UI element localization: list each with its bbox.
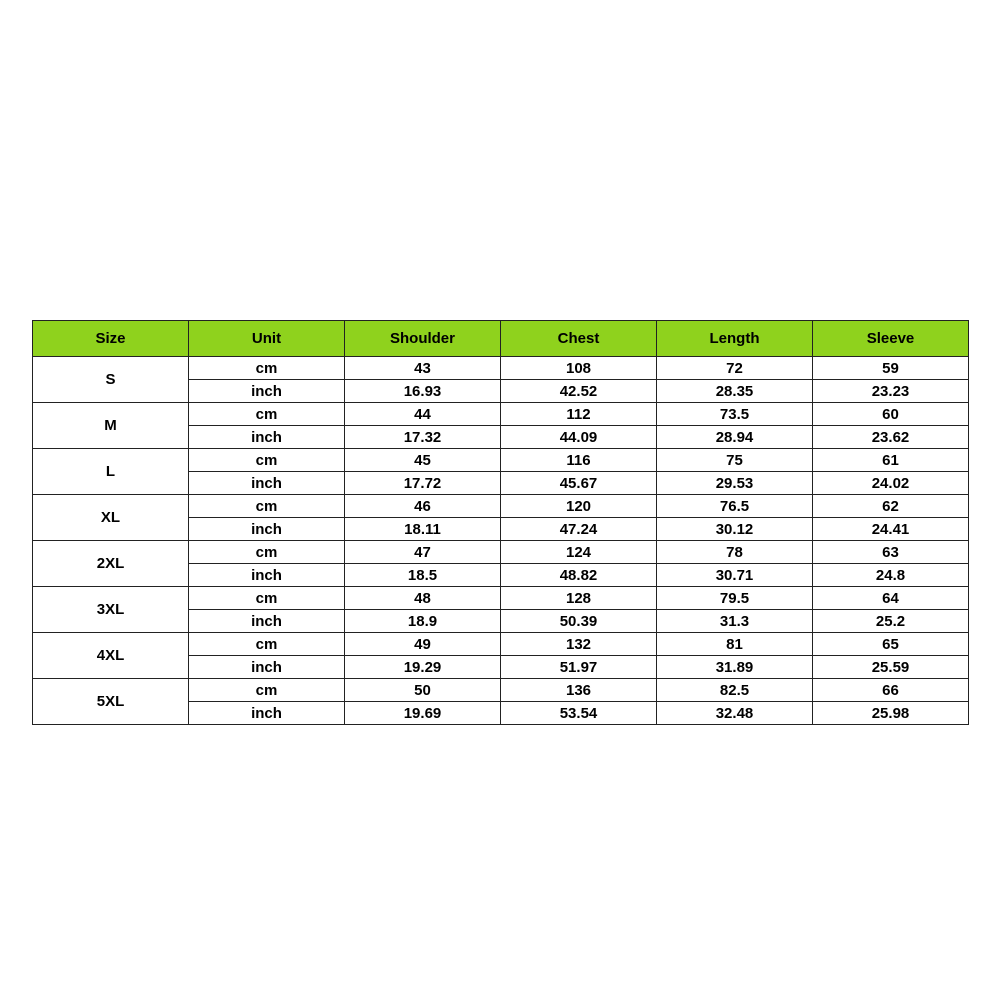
sleeve-value: 64 <box>813 587 969 610</box>
table-row <box>33 679 969 702</box>
sleeve-value: 65 <box>813 633 969 656</box>
chest-value: 51.97 <box>501 656 657 679</box>
column-header-sleeve: Sleeve <box>813 321 969 357</box>
sleeve-value: 24.02 <box>813 472 969 495</box>
unit-label: inch <box>189 564 345 587</box>
unit-label: inch <box>189 380 345 403</box>
size-label: 2XL <box>33 541 189 587</box>
sleeve-value: 66 <box>813 679 969 702</box>
size-label: M <box>33 403 189 449</box>
length-value: 28.35 <box>657 380 813 403</box>
chest-value: 120 <box>501 495 657 518</box>
shoulder-value: 46 <box>345 495 501 518</box>
shoulder-value: 19.69 <box>345 702 501 725</box>
sleeve-value: 60 <box>813 403 969 426</box>
chest-value: 53.54 <box>501 702 657 725</box>
table-row <box>33 449 969 472</box>
shoulder-value: 48 <box>345 587 501 610</box>
shoulder-value: 44 <box>345 403 501 426</box>
length-value: 31.3 <box>657 610 813 633</box>
table-row <box>33 541 969 564</box>
size-label: 4XL <box>33 633 189 679</box>
table-row <box>33 403 969 426</box>
chest-value: 108 <box>501 357 657 380</box>
sleeve-value: 25.2 <box>813 610 969 633</box>
chest-value: 48.82 <box>501 564 657 587</box>
table-row <box>33 495 969 518</box>
unit-label: inch <box>189 702 345 725</box>
size-label: 5XL <box>33 679 189 725</box>
length-value: 72 <box>657 357 813 380</box>
sleeve-value: 23.23 <box>813 380 969 403</box>
column-header-size: Size <box>33 321 189 357</box>
length-value: 32.48 <box>657 702 813 725</box>
shoulder-value: 18.11 <box>345 518 501 541</box>
table-body <box>33 357 969 725</box>
unit-label: cm <box>189 449 345 472</box>
length-value: 30.12 <box>657 518 813 541</box>
length-value: 78 <box>657 541 813 564</box>
column-header-chest: Chest <box>501 321 657 357</box>
sleeve-value: 25.59 <box>813 656 969 679</box>
sleeve-value: 23.62 <box>813 426 969 449</box>
shoulder-value: 50 <box>345 679 501 702</box>
unit-label: cm <box>189 403 345 426</box>
table-row <box>33 633 969 656</box>
unit-label: inch <box>189 426 345 449</box>
shoulder-value: 49 <box>345 633 501 656</box>
chest-value: 45.67 <box>501 472 657 495</box>
length-value: 79.5 <box>657 587 813 610</box>
chest-value: 132 <box>501 633 657 656</box>
unit-label: inch <box>189 472 345 495</box>
size-label: S <box>33 357 189 403</box>
column-header-unit: Unit <box>189 321 345 357</box>
sleeve-value: 24.8 <box>813 564 969 587</box>
chest-value: 128 <box>501 587 657 610</box>
sleeve-value: 25.98 <box>813 702 969 725</box>
chest-value: 124 <box>501 541 657 564</box>
sleeve-value: 61 <box>813 449 969 472</box>
unit-label: cm <box>189 679 345 702</box>
size-label: XL <box>33 495 189 541</box>
chest-value: 116 <box>501 449 657 472</box>
length-value: 28.94 <box>657 426 813 449</box>
length-value: 82.5 <box>657 679 813 702</box>
shoulder-value: 19.29 <box>345 656 501 679</box>
length-value: 31.89 <box>657 656 813 679</box>
length-value: 76.5 <box>657 495 813 518</box>
size-label: L <box>33 449 189 495</box>
unit-label: inch <box>189 610 345 633</box>
sleeve-value: 24.41 <box>813 518 969 541</box>
column-header-shoulder: Shoulder <box>345 321 501 357</box>
size-label: 3XL <box>33 587 189 633</box>
length-value: 81 <box>657 633 813 656</box>
chest-value: 136 <box>501 679 657 702</box>
table-header <box>33 321 969 357</box>
sleeve-value: 63 <box>813 541 969 564</box>
unit-label: cm <box>189 541 345 564</box>
chest-value: 44.09 <box>501 426 657 449</box>
header-row <box>33 321 969 357</box>
chest-value: 47.24 <box>501 518 657 541</box>
shoulder-value: 17.32 <box>345 426 501 449</box>
size-chart-table <box>32 320 969 725</box>
column-header-length: Length <box>657 321 813 357</box>
length-value: 75 <box>657 449 813 472</box>
unit-label: cm <box>189 357 345 380</box>
unit-label: cm <box>189 495 345 518</box>
shoulder-value: 43 <box>345 357 501 380</box>
sleeve-value: 59 <box>813 357 969 380</box>
unit-label: inch <box>189 656 345 679</box>
shoulder-value: 18.5 <box>345 564 501 587</box>
unit-label: cm <box>189 633 345 656</box>
length-value: 73.5 <box>657 403 813 426</box>
chest-value: 42.52 <box>501 380 657 403</box>
unit-label: cm <box>189 587 345 610</box>
length-value: 29.53 <box>657 472 813 495</box>
table-row <box>33 357 969 380</box>
shoulder-value: 16.93 <box>345 380 501 403</box>
unit-label: inch <box>189 518 345 541</box>
chest-value: 50.39 <box>501 610 657 633</box>
shoulder-value: 17.72 <box>345 472 501 495</box>
shoulder-value: 18.9 <box>345 610 501 633</box>
length-value: 30.71 <box>657 564 813 587</box>
shoulder-value: 45 <box>345 449 501 472</box>
sleeve-value: 62 <box>813 495 969 518</box>
table-row <box>33 587 969 610</box>
shoulder-value: 47 <box>345 541 501 564</box>
chest-value: 112 <box>501 403 657 426</box>
